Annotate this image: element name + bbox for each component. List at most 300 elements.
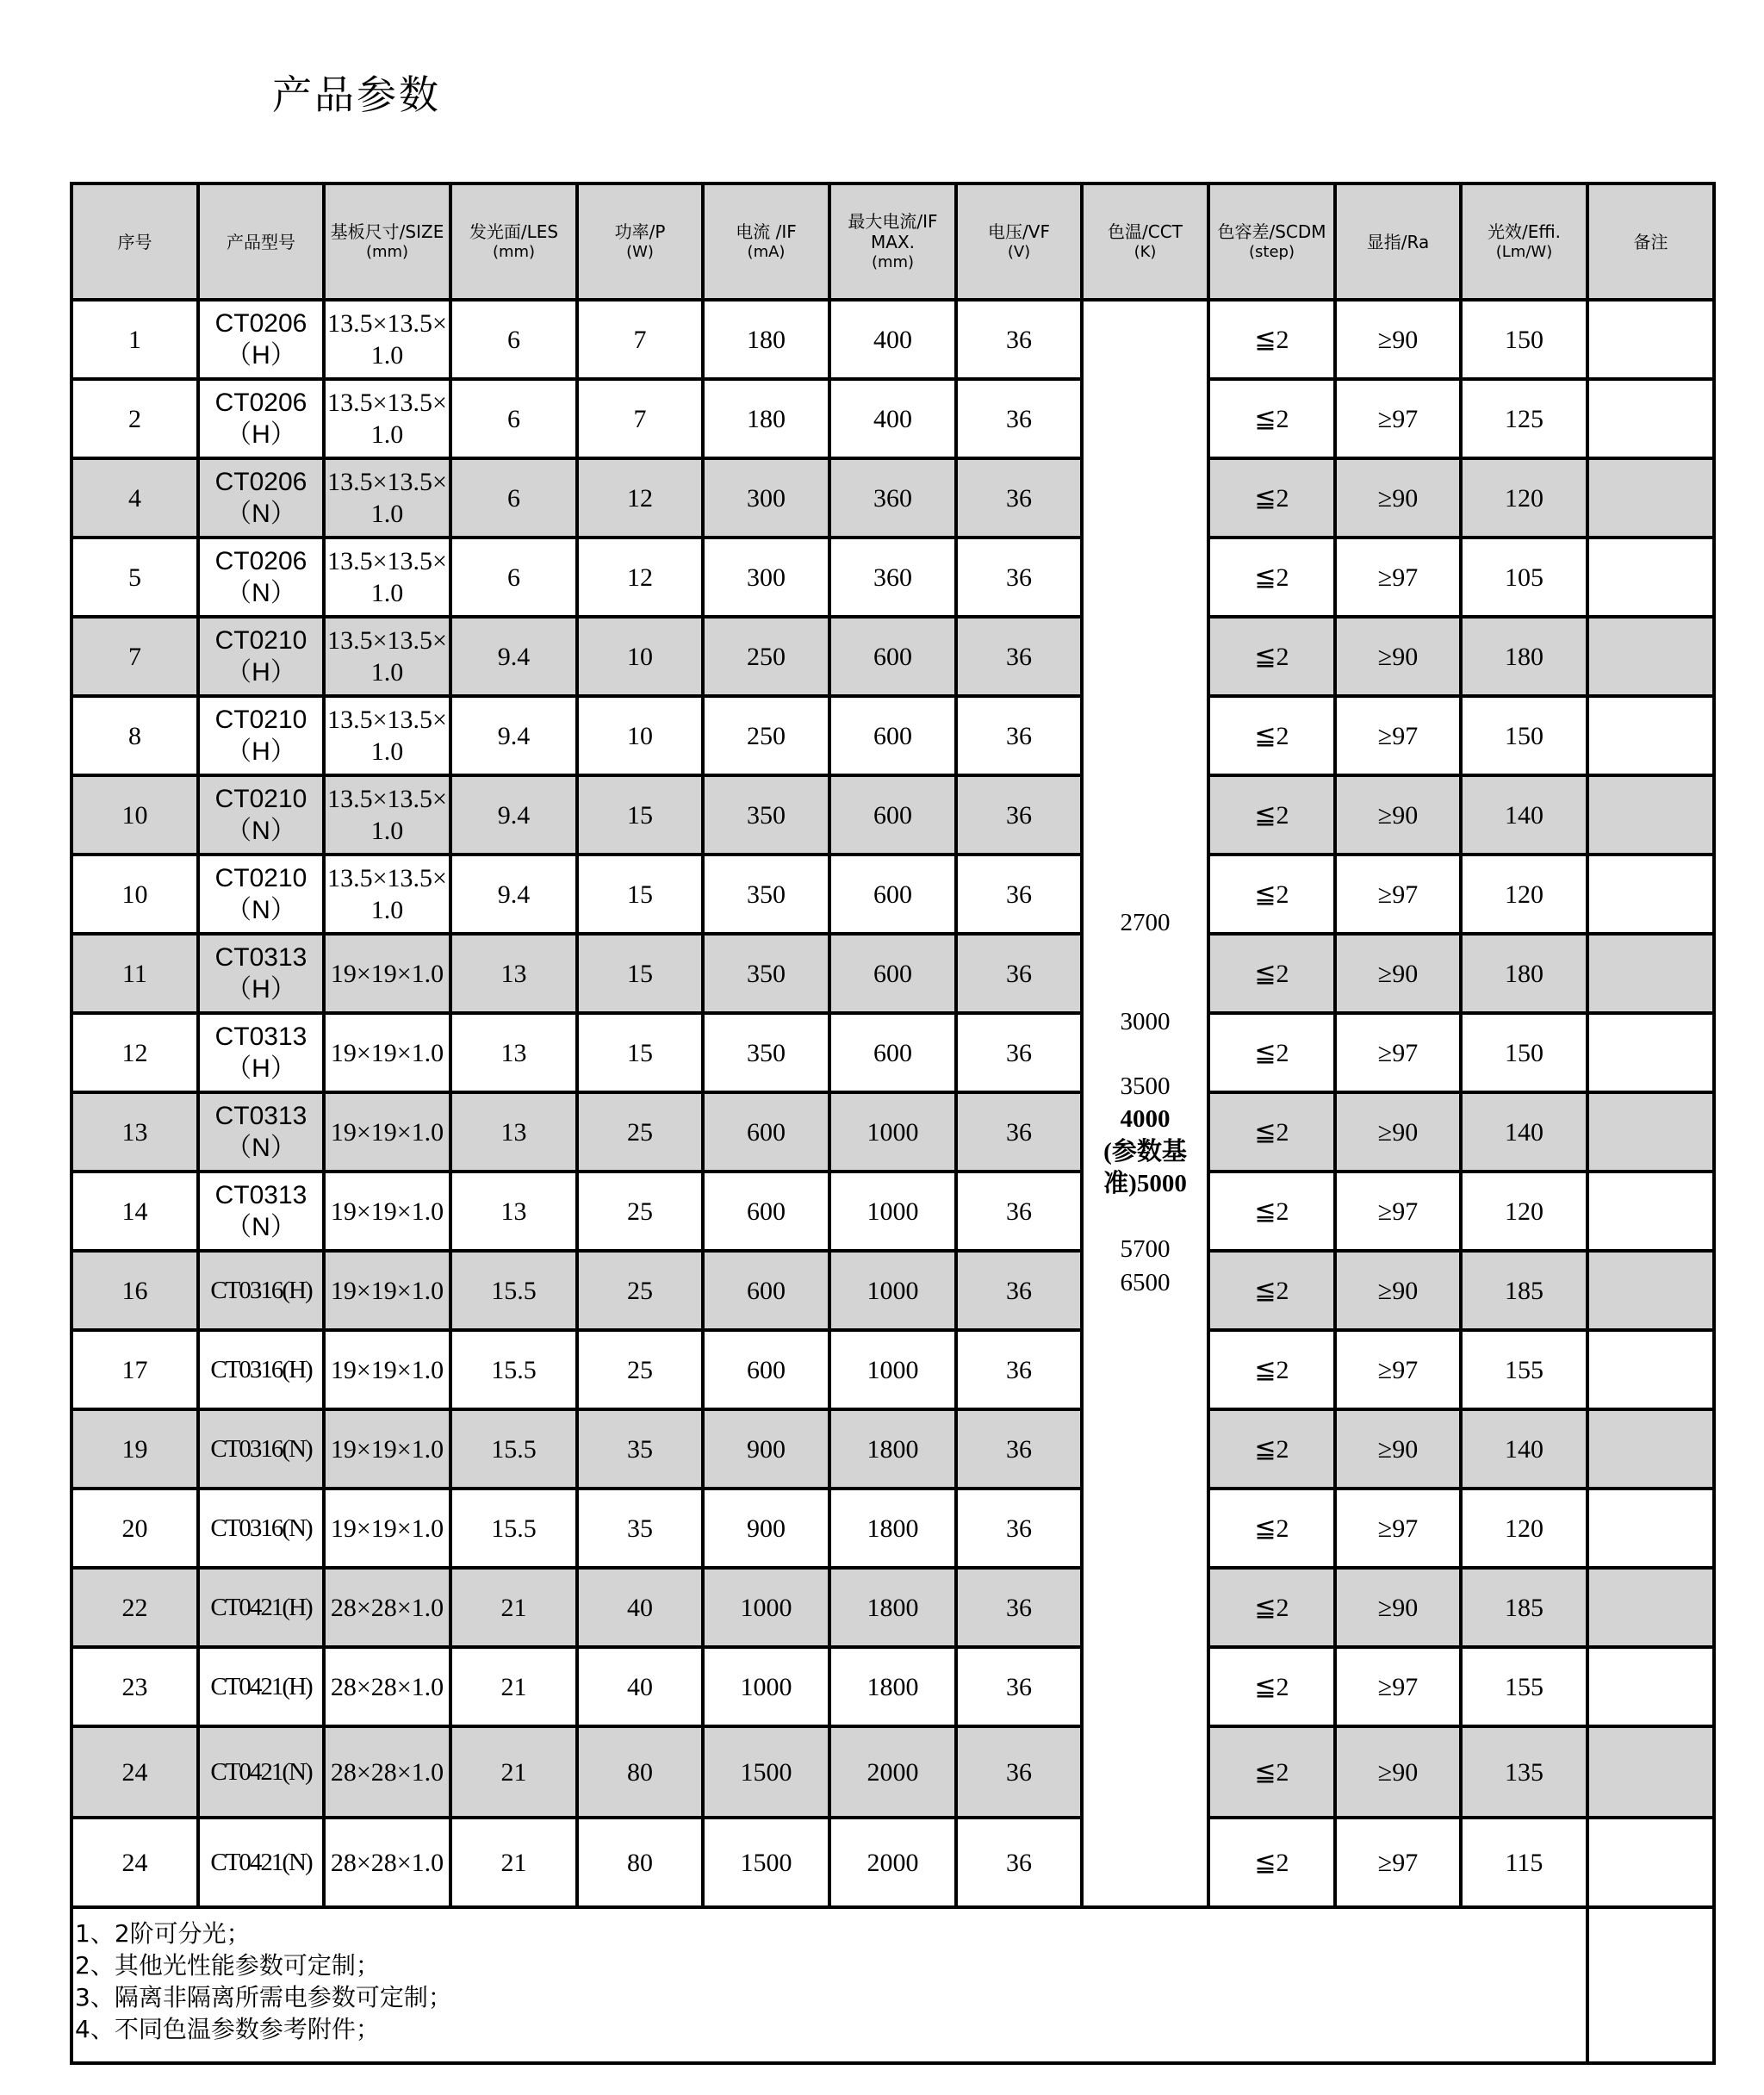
header-scdm [1208, 183, 1335, 300]
header-label: 功率/P [614, 221, 666, 242]
cell-les: 6 [450, 538, 577, 617]
table-row [71, 617, 1714, 696]
header-cct [1082, 183, 1208, 300]
cell-power: 25 [577, 1251, 703, 1330]
table-row [71, 696, 1714, 775]
cell-power: 7 [577, 379, 703, 458]
cell-ra: ≥97 [1335, 379, 1461, 458]
header-les [450, 183, 577, 300]
cct-value: 3500 [1120, 1072, 1171, 1100]
cell-no: 24 [71, 1818, 198, 1907]
table-row [71, 1647, 1714, 1726]
cell-size: 19×19×1.0 [324, 1409, 450, 1489]
table-row [71, 775, 1714, 855]
cell-model: CT0316(H) [198, 1330, 324, 1409]
cell-voltage: 36 [956, 1818, 1082, 1907]
cell-current: 1000 [703, 1568, 829, 1647]
cell-size: 28×28×1.0 [324, 1726, 450, 1818]
cell-scdm: ≦2 [1208, 1568, 1335, 1647]
cell-remarks [1587, 696, 1714, 775]
header-label: 色温/CCT [1108, 221, 1183, 242]
cell-scdm: ≦2 [1208, 934, 1335, 1013]
header-current [703, 183, 829, 300]
cell-voltage: 36 [956, 1092, 1082, 1172]
cell-remarks [1587, 1330, 1714, 1409]
header-unit: (step) [1249, 242, 1295, 261]
cell-scdm: ≦2 [1208, 617, 1335, 696]
cell-efficacy: 150 [1461, 300, 1587, 379]
cell-size: 19×19×1.0 [324, 934, 450, 1013]
cell-no: 4 [71, 458, 198, 538]
cell-efficacy: 125 [1461, 379, 1587, 458]
cell-model: CT0313（H） [198, 1013, 324, 1092]
header-label: 最大电流/IF MAX. [848, 210, 938, 252]
cell-les: 9.4 [450, 696, 577, 775]
cell-les: 13 [450, 1013, 577, 1092]
cell-size: 28×28×1.0 [324, 1818, 450, 1907]
cell-no: 16 [71, 1251, 198, 1330]
cell-voltage: 36 [956, 1409, 1082, 1489]
cell-size: 13.5×13.5×1.0 [324, 300, 450, 379]
header-unit: (Lm/W) [1495, 242, 1553, 261]
cell-current: 250 [703, 617, 829, 696]
cell-max-current: 1800 [829, 1489, 956, 1568]
cell-voltage: 36 [956, 300, 1082, 379]
table-row [71, 300, 1714, 379]
header-voltage [956, 183, 1082, 300]
cell-no: 2 [71, 379, 198, 458]
cell-current: 250 [703, 696, 829, 775]
table-row [71, 538, 1714, 617]
cell-les: 6 [450, 379, 577, 458]
cell-max-current: 1000 [829, 1172, 956, 1251]
cell-power: 40 [577, 1647, 703, 1726]
cell-remarks [1587, 1818, 1714, 1907]
cell-size: 13.5×13.5×1.0 [324, 458, 450, 538]
cell-max-current: 600 [829, 1013, 956, 1092]
cell-no: 12 [71, 1013, 198, 1092]
cell-power: 15 [577, 855, 703, 934]
table-row [71, 1489, 1714, 1568]
cell-current: 180 [703, 379, 829, 458]
cell-voltage: 36 [956, 379, 1082, 458]
cell-scdm: ≦2 [1208, 855, 1335, 934]
cell-max-current: 600 [829, 775, 956, 855]
cell-current: 1500 [703, 1726, 829, 1818]
cell-les: 13 [450, 1092, 577, 1172]
cell-size: 13.5×13.5×1.0 [324, 538, 450, 617]
cell-remarks [1587, 379, 1714, 458]
header-unit: (K) [1134, 242, 1157, 261]
cell-les: 15.5 [450, 1330, 577, 1409]
cell-max-current: 1800 [829, 1568, 956, 1647]
cell-no: 22 [71, 1568, 198, 1647]
table-row [71, 1172, 1714, 1251]
cell-voltage: 36 [956, 1568, 1082, 1647]
page-title: 产品参数 [272, 71, 441, 118]
cell-size: 13.5×13.5×1.0 [324, 855, 450, 934]
cell-power: 35 [577, 1409, 703, 1489]
note-line: 4、不同色温参数参考附件； [75, 2015, 380, 2043]
cell-no: 8 [71, 696, 198, 775]
header-label: 电流 /IF [736, 221, 797, 242]
notes-row [71, 1907, 1714, 2063]
cell-les: 15.5 [450, 1251, 577, 1330]
cell-efficacy: 155 [1461, 1330, 1587, 1409]
cell-efficacy: 120 [1461, 458, 1587, 538]
cell-scdm: ≦2 [1208, 696, 1335, 775]
cell-power: 80 [577, 1726, 703, 1818]
cell-ra: ≥97 [1335, 1330, 1461, 1409]
cell-size: 19×19×1.0 [324, 1092, 450, 1172]
cell-max-current: 600 [829, 617, 956, 696]
cell-voltage: 36 [956, 1647, 1082, 1726]
table-row [71, 1568, 1714, 1647]
cell-ra: ≥90 [1335, 1726, 1461, 1818]
cell-ra: ≥90 [1335, 617, 1461, 696]
cell-ra: ≥90 [1335, 775, 1461, 855]
header-label: 发光面/LES [469, 221, 559, 242]
table-row [71, 855, 1714, 934]
cell-les: 21 [450, 1726, 577, 1818]
cell-power: 25 [577, 1172, 703, 1251]
note-line: 2、其他光性能参数可定制； [75, 1951, 380, 1980]
cell-voltage: 36 [956, 617, 1082, 696]
header-model [198, 183, 324, 300]
cell-max-current: 360 [829, 458, 956, 538]
cell-les: 9.4 [450, 617, 577, 696]
table-row [71, 1726, 1714, 1818]
cell-remarks [1587, 775, 1714, 855]
cell-max-current: 400 [829, 300, 956, 379]
cell-size: 19×19×1.0 [324, 1489, 450, 1568]
cell-max-current: 600 [829, 855, 956, 934]
table-header-row [71, 183, 1714, 300]
cct-value: 5700 [1120, 1235, 1171, 1263]
cell-ra: ≥97 [1335, 855, 1461, 934]
cell-remarks [1587, 1726, 1714, 1818]
cell-no: 14 [71, 1172, 198, 1251]
cell-les: 13 [450, 934, 577, 1013]
header-max-current [829, 183, 956, 300]
cell-current: 300 [703, 538, 829, 617]
cell-power: 25 [577, 1092, 703, 1172]
cell-model: CT0421(N) [198, 1818, 324, 1907]
cell-voltage: 36 [956, 1726, 1082, 1818]
note-line: 1、2阶可分光； [75, 1919, 251, 1948]
cell-power: 35 [577, 1489, 703, 1568]
notes-remarks-cell [1587, 1907, 1714, 2063]
cell-power: 12 [577, 458, 703, 538]
header-ra [1335, 183, 1461, 300]
cell-current: 600 [703, 1092, 829, 1172]
cell-size: 28×28×1.0 [324, 1647, 450, 1726]
header-no [71, 183, 198, 300]
cell-efficacy: 150 [1461, 1013, 1587, 1092]
cell-ra: ≥90 [1335, 300, 1461, 379]
cell-model: CT0316(N) [198, 1409, 324, 1489]
cell-scdm: ≦2 [1208, 300, 1335, 379]
cell-voltage: 36 [956, 696, 1082, 775]
cell-scdm: ≦2 [1208, 1409, 1335, 1489]
cell-ra: ≥90 [1335, 1251, 1461, 1330]
cell-current: 600 [703, 1172, 829, 1251]
cell-current: 350 [703, 775, 829, 855]
cell-current: 350 [703, 934, 829, 1013]
cell-power: 10 [577, 696, 703, 775]
table-row [71, 1013, 1714, 1092]
cell-efficacy: 105 [1461, 538, 1587, 617]
cell-model: CT0421(N) [198, 1726, 324, 1818]
header-label: 备注 [1633, 231, 1668, 252]
cell-no: 10 [71, 775, 198, 855]
cell-current: 350 [703, 855, 829, 934]
cell-les: 21 [450, 1818, 577, 1907]
cell-max-current: 600 [829, 696, 956, 775]
cell-remarks [1587, 1409, 1714, 1489]
table-row [71, 379, 1714, 458]
cell-current: 900 [703, 1489, 829, 1568]
cell-scdm: ≦2 [1208, 1172, 1335, 1251]
cct-value: 3000 [1120, 1008, 1171, 1035]
header-unit: (V) [1007, 242, 1031, 261]
cell-remarks [1587, 458, 1714, 538]
cell-remarks [1587, 1647, 1714, 1726]
cell-ra: ≥90 [1335, 458, 1461, 538]
cell-scdm: ≦2 [1208, 1330, 1335, 1409]
cell-power: 15 [577, 934, 703, 1013]
cell-ra: ≥97 [1335, 1013, 1461, 1092]
cell-max-current: 2000 [829, 1726, 956, 1818]
cell-efficacy: 180 [1461, 617, 1587, 696]
cell-max-current: 1800 [829, 1409, 956, 1489]
cell-power: 40 [577, 1568, 703, 1647]
header-label: 光效/Effi. [1487, 221, 1562, 242]
header-label: 显指/Ra [1366, 231, 1430, 252]
header-label: 序号 [117, 231, 152, 252]
cell-no: 24 [71, 1726, 198, 1818]
cell-power: 25 [577, 1330, 703, 1409]
cell-no: 10 [71, 855, 198, 934]
cell-size: 28×28×1.0 [324, 1568, 450, 1647]
cell-efficacy: 185 [1461, 1251, 1587, 1330]
cell-voltage: 36 [956, 855, 1082, 934]
cell-efficacy: 185 [1461, 1568, 1587, 1647]
header-label: 基板尺寸/SIZE [330, 221, 444, 242]
cell-efficacy: 120 [1461, 1172, 1587, 1251]
cell-remarks [1587, 1568, 1714, 1647]
cell-scdm: ≦2 [1208, 1726, 1335, 1818]
cell-efficacy: 150 [1461, 696, 1587, 775]
cell-efficacy: 155 [1461, 1647, 1587, 1726]
cell-les: 15.5 [450, 1489, 577, 1568]
cell-remarks [1587, 300, 1714, 379]
header-label: 色容差/SCDM [1217, 221, 1326, 242]
cell-ra: ≥97 [1335, 538, 1461, 617]
cell-power: 15 [577, 1013, 703, 1092]
cell-voltage: 36 [956, 1172, 1082, 1251]
cell-max-current: 360 [829, 538, 956, 617]
cell-size: 13.5×13.5×1.0 [324, 696, 450, 775]
cell-model: CT0316(H) [198, 1251, 324, 1330]
cell-les: 21 [450, 1647, 577, 1726]
cell-scdm: ≦2 [1208, 1647, 1335, 1726]
cell-ra: ≥97 [1335, 1818, 1461, 1907]
cell-size: 19×19×1.0 [324, 1251, 450, 1330]
cell-no: 11 [71, 934, 198, 1013]
cell-les: 9.4 [450, 775, 577, 855]
cell-model: CT0313（N） [198, 1172, 324, 1251]
cell-voltage: 36 [956, 1489, 1082, 1568]
cell-model: CT0421(H) [198, 1647, 324, 1726]
cell-no: 1 [71, 300, 198, 379]
cell-scdm: ≦2 [1208, 538, 1335, 617]
header-label: 电压/VF [988, 221, 1050, 242]
cell-model: CT0210（H） [198, 617, 324, 696]
cell-efficacy: 140 [1461, 775, 1587, 855]
cell-scdm: ≦2 [1208, 1489, 1335, 1568]
cell-model: CT0206（N） [198, 538, 324, 617]
cell-model: CT0206（N） [198, 458, 324, 538]
cct-value: 准)5000 [1103, 1170, 1187, 1197]
cell-max-current: 2000 [829, 1818, 956, 1907]
cell-efficacy: 115 [1461, 1818, 1587, 1907]
cell-scdm: ≦2 [1208, 775, 1335, 855]
cell-voltage: 36 [956, 1251, 1082, 1330]
cell-remarks [1587, 1489, 1714, 1568]
cell-voltage: 36 [956, 775, 1082, 855]
header-label: 产品型号 [227, 231, 295, 252]
cell-model: CT0210（N） [198, 855, 324, 934]
cell-power: 12 [577, 538, 703, 617]
cell-remarks [1587, 617, 1714, 696]
cell-size: 13.5×13.5×1.0 [324, 617, 450, 696]
cell-ra: ≥90 [1335, 934, 1461, 1013]
cell-max-current: 1800 [829, 1647, 956, 1726]
cell-remarks [1587, 934, 1714, 1013]
cell-scdm: ≦2 [1208, 458, 1335, 538]
cell-efficacy: 120 [1461, 1489, 1587, 1568]
cell-les: 15.5 [450, 1409, 577, 1489]
cell-no: 13 [71, 1092, 198, 1172]
table-row [71, 1818, 1714, 1907]
cell-current: 300 [703, 458, 829, 538]
cell-max-current: 400 [829, 379, 956, 458]
table-row [71, 1092, 1714, 1172]
cell-max-current: 1000 [829, 1251, 956, 1330]
cell-efficacy: 135 [1461, 1726, 1587, 1818]
table-row [71, 1330, 1714, 1409]
cell-scdm: ≦2 [1208, 1013, 1335, 1092]
cell-voltage: 36 [956, 1330, 1082, 1409]
cell-scdm: ≦2 [1208, 1818, 1335, 1907]
cell-current: 1000 [703, 1647, 829, 1726]
cell-ra: ≥97 [1335, 1172, 1461, 1251]
cell-ra: ≥97 [1335, 696, 1461, 775]
header-power [577, 183, 703, 300]
header-remarks [1587, 183, 1714, 300]
cct-value: (参数基 [1103, 1138, 1187, 1166]
product-parameter-table [70, 182, 1716, 2065]
cell-power: 10 [577, 617, 703, 696]
cell-efficacy: 180 [1461, 934, 1587, 1013]
cct-value: 6500 [1120, 1269, 1171, 1296]
cell-no: 7 [71, 617, 198, 696]
cct-value: 4000 [1120, 1105, 1171, 1133]
cell-les: 21 [450, 1568, 577, 1647]
note-line: 3、隔离非隔离所需电参数可定制； [75, 1983, 452, 2011]
cell-size: 19×19×1.0 [324, 1330, 450, 1409]
cell-power: 7 [577, 300, 703, 379]
cell-voltage: 36 [956, 458, 1082, 538]
cell-les: 6 [450, 458, 577, 538]
cell-model: CT0313（H） [198, 934, 324, 1013]
notes-cell [71, 1907, 1587, 2063]
cell-les: 6 [450, 300, 577, 379]
table-row [71, 458, 1714, 538]
cell-model: CT0316(N) [198, 1489, 324, 1568]
cell-current: 1500 [703, 1818, 829, 1907]
cell-voltage: 36 [956, 1013, 1082, 1092]
cell-model: CT0206（H） [198, 300, 324, 379]
header-unit: (mA) [747, 242, 786, 261]
cell-no: 5 [71, 538, 198, 617]
cell-efficacy: 120 [1461, 855, 1587, 934]
header-unit: (W) [626, 242, 654, 261]
cell-power: 15 [577, 775, 703, 855]
cell-efficacy: 140 [1461, 1409, 1587, 1489]
cell-les: 9.4 [450, 855, 577, 934]
header-size [324, 183, 450, 300]
cell-size: 19×19×1.0 [324, 1172, 450, 1251]
cell-les: 13 [450, 1172, 577, 1251]
cell-no: 19 [71, 1409, 198, 1489]
cell-ra: ≥97 [1335, 1647, 1461, 1726]
cct-value: 2700 [1120, 909, 1171, 936]
cell-model: CT0210（N） [198, 775, 324, 855]
cell-remarks [1587, 1013, 1714, 1092]
cell-scdm: ≦2 [1208, 1251, 1335, 1330]
cell-no: 23 [71, 1647, 198, 1726]
table-row [71, 1409, 1714, 1489]
cell-efficacy: 140 [1461, 1092, 1587, 1172]
cell-size: 19×19×1.0 [324, 1013, 450, 1092]
header-efficacy [1461, 183, 1587, 300]
cell-no: 17 [71, 1330, 198, 1409]
cell-remarks [1587, 1172, 1714, 1251]
cell-remarks [1587, 538, 1714, 617]
cell-voltage: 36 [956, 538, 1082, 617]
table-row [71, 934, 1714, 1013]
header-unit: (mm) [492, 242, 536, 261]
cell-ra: ≥90 [1335, 1568, 1461, 1647]
cell-remarks [1587, 855, 1714, 934]
cell-voltage: 36 [956, 934, 1082, 1013]
table-row [71, 1251, 1714, 1330]
cell-model: CT0210（H） [198, 696, 324, 775]
cell-max-current: 1000 [829, 1092, 956, 1172]
cell-power: 80 [577, 1818, 703, 1907]
cell-max-current: 600 [829, 934, 956, 1013]
cell-scdm: ≦2 [1208, 1092, 1335, 1172]
header-unit: (mm) [871, 252, 915, 271]
cell-current: 600 [703, 1330, 829, 1409]
cell-current: 600 [703, 1251, 829, 1330]
cell-model: CT0421(H) [198, 1568, 324, 1647]
cell-remarks [1587, 1092, 1714, 1172]
cell-size: 13.5×13.5×1.0 [324, 775, 450, 855]
cell-scdm: ≦2 [1208, 379, 1335, 458]
